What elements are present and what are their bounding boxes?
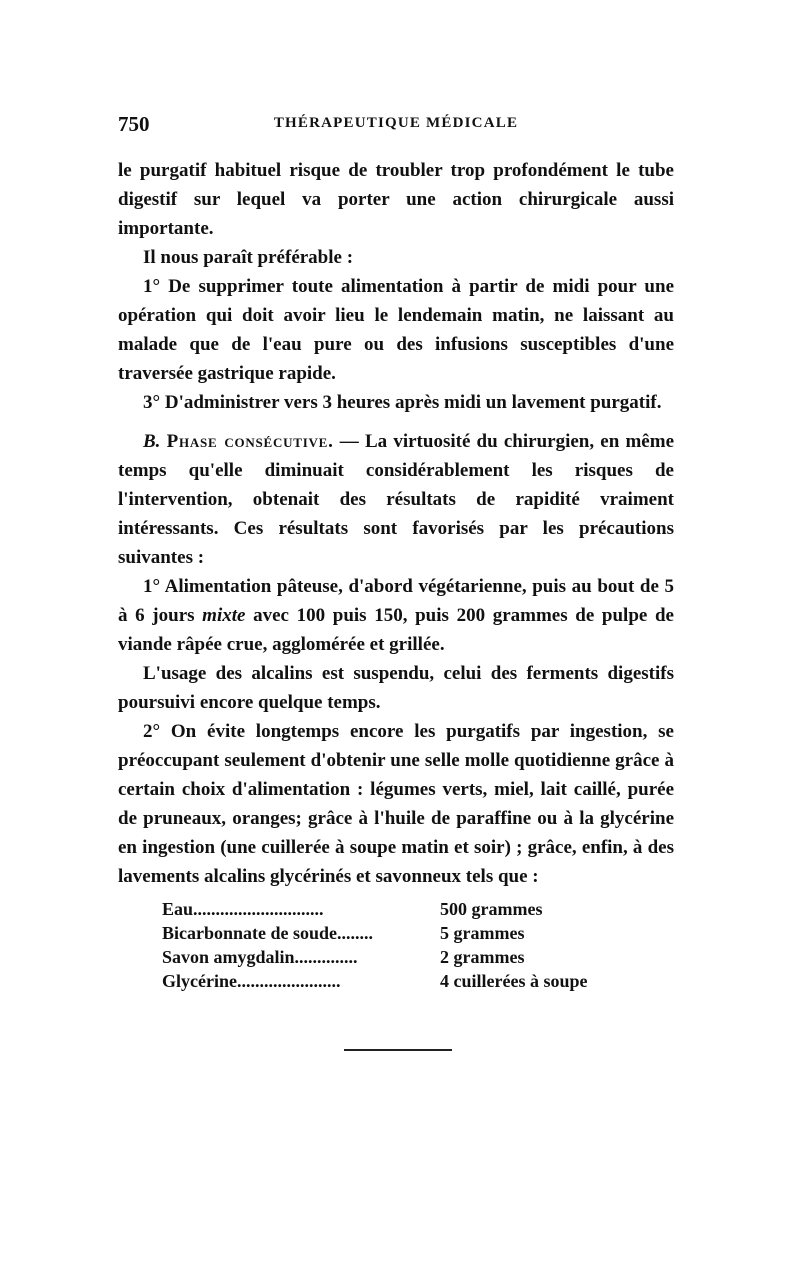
recipe-row (162, 947, 642, 971)
section-title: Phase consécutive. (166, 431, 334, 452)
ingredient-name: Eau............................. (162, 899, 324, 919)
paragraph (118, 572, 674, 659)
item1-text-before: 1° Alimentation pâteuse, d'abord végétarienne, puis au bout de 5 à 6 jours (118, 576, 674, 626)
paragraph: Il nous paraît préférable : (143, 247, 354, 268)
page-number: 750 (118, 112, 150, 136)
section-text: — La virtuosité du chirurgien, en même temps qu'elle diminuait considérablement les risques de l'intervention, obtenait des résultats de rapidité vraiment intéressants. Ces résultats sont favorisés par les précautions suivantes : (118, 431, 675, 568)
end-rule (344, 1049, 452, 1051)
ingredient-quantity: 5 grammes (440, 923, 525, 943)
ingredient-name: Savon amygdalin.............. (162, 947, 358, 967)
recipe-row (162, 899, 642, 923)
ingredient-quantity: 2 grammes (440, 947, 525, 967)
ingredient-name: Glycérine....................... (162, 971, 341, 991)
paragraph: 3° D'administrer vers 3 heures après midi un lavement purgatif. (143, 392, 662, 413)
ingredient-quantity: 500 grammes (440, 899, 543, 919)
paragraph: 2° On évite longtemps encore les purgatifs par ingestion, se préoccupant seulement d'obtenir une selle molle quotidienne grâce à certain choix d'alimentation : légumes verts, miel, lait caillé, purée de pruneaux, oranges; grâce à l'huile de paraffine ou à la glycérine en ingestion (une cuillerée à soupe matin et soir) ; grâce, enfin, à des lavements alcalins glycérinés et savonneux tels que : (118, 721, 674, 887)
page-body (118, 156, 674, 995)
paragraph: L'usage des alcalins est suspendu, celui des ferments digestifs poursuivi encore quelque temps. (118, 663, 674, 713)
running-title: THÉRAPEUTIQUE MÉDICALE (273, 115, 519, 131)
ingredient-name: Bicarbonnate de soude........ (162, 923, 374, 943)
item1-italic-word: mixte (202, 605, 246, 626)
section-b-paragraph (118, 427, 674, 572)
recipe-table (162, 899, 642, 995)
book-page (118, 112, 674, 995)
ingredient-quantity: 4 cuillerées à soupe (440, 971, 588, 991)
paragraph: 1° De supprimer toute alimentation à partir de midi pour une opération qui doit avoir lieu le lendemain matin, ne laissant au malade que de l'eau pure ou des infusions susceptibles d'une traversée gastrique rapide. (118, 276, 674, 384)
page-header (118, 112, 674, 138)
paragraph: le purgatif habituel risque de troubler trop profondément le tube digestif sur lequel va porter une action chirurgicale aussi importante. (118, 160, 674, 239)
section-label: B. (143, 431, 161, 452)
recipe-row (162, 923, 642, 947)
item1-text-after: avec 100 puis 150, puis 200 grammes de pulpe de viande râpée crue, agglomérée et grillée. (118, 605, 674, 655)
recipe-row (162, 971, 642, 995)
